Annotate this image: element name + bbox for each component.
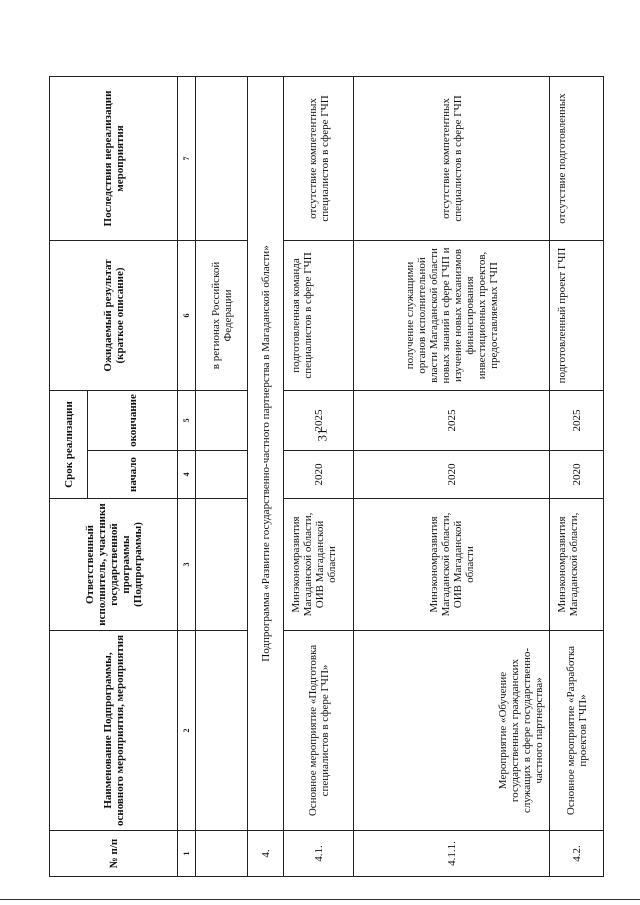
column-number-2: 2: [178, 631, 196, 831]
row-consequences: отсутствие подготовленных: [550, 76, 604, 240]
row-consequences: отсутствие компетентных специалистов в сфере ГЧП: [354, 76, 550, 240]
row-name: Мероприятие «Обучение государственных гражданских служащих в сфере государственно-частного партнерства»: [354, 631, 550, 831]
row-executor: Минэкономразвития Магаданской области,: [550, 499, 604, 631]
header-consequences: Последствия нереализации мероприятия: [50, 76, 178, 240]
row-consequences: отсутствие компетентных специалистов в сфере ГЧП: [284, 76, 354, 240]
continuation-result: в регионах Российской Федерации: [196, 240, 248, 390]
table-row: [284, 76, 354, 876]
section-num: 4.: [248, 831, 284, 877]
column-number-6: 6: [178, 240, 196, 390]
row-start: 2020: [284, 451, 354, 499]
section-title: Подпрограмма «Развитие государственно-частного партнерства в Магаданской области»: [248, 76, 284, 830]
header-executor: Ответственный исполнитель, участники государственной программы (Подпрограммы): [50, 499, 178, 631]
row-start: 2020: [354, 451, 550, 499]
column-number-1: 1: [178, 831, 196, 877]
row-result: получение служащими органов исполнительной власти Магаданской области новых знаний в сфере ГЧП и изучение новых механизмов финансирования инвестиционных проектов, предоставляемых ГЧП: [354, 240, 550, 390]
row-result: подготовленная команда специалистов в сфере ГЧП: [284, 240, 354, 390]
row-end: 2025: [550, 390, 604, 450]
row-executor: Минэкономразвития Магаданской области, ОИВ Магаданской области: [284, 499, 354, 631]
page-number: 31: [314, 428, 330, 442]
table-row: [354, 76, 550, 876]
column-number-4: 4: [178, 451, 196, 499]
header-num: № п/п: [50, 831, 178, 877]
row-end: 2025: [354, 390, 550, 450]
column-number-5: 5: [178, 390, 196, 450]
header-result: Ожидаемый результат (краткое описание): [50, 240, 178, 390]
row-result: подготовленный проект ГЧП: [550, 240, 604, 390]
column-number-row: [178, 76, 196, 876]
row-name: Основное мероприятие «Подготовка специалистов в сфере ГЧП»: [284, 631, 354, 831]
program-table: [49, 76, 604, 877]
row-start: 2020: [550, 451, 604, 499]
column-number-7: 7: [178, 76, 196, 240]
row-executor: Минэкономразвития Магаданской области, ОИВ Магаданской области: [354, 499, 550, 631]
continuation-row: [196, 76, 248, 876]
header-period: Срок реализации: [50, 390, 88, 498]
row-end: 2025: [284, 390, 354, 450]
page-bottom-rule: [0, 899, 640, 900]
row-num: 4.1.: [284, 831, 354, 877]
header-start: начало: [88, 451, 178, 499]
row-name: Основное мероприятие «Разработка проектов ГЧП»: [550, 631, 604, 831]
header-row-1: [50, 76, 88, 876]
column-number-3: 3: [178, 499, 196, 631]
row-num: 4.2.: [550, 831, 604, 877]
header-end: окончание: [88, 390, 178, 450]
section-row: [248, 76, 284, 876]
row-num: 4.1.1.: [354, 831, 550, 877]
header-name: Наименование Подпрограммы, основного мероприятия, мероприятия: [50, 631, 178, 831]
table-row: [550, 76, 604, 876]
rotated-table-container: [49, 77, 603, 877]
